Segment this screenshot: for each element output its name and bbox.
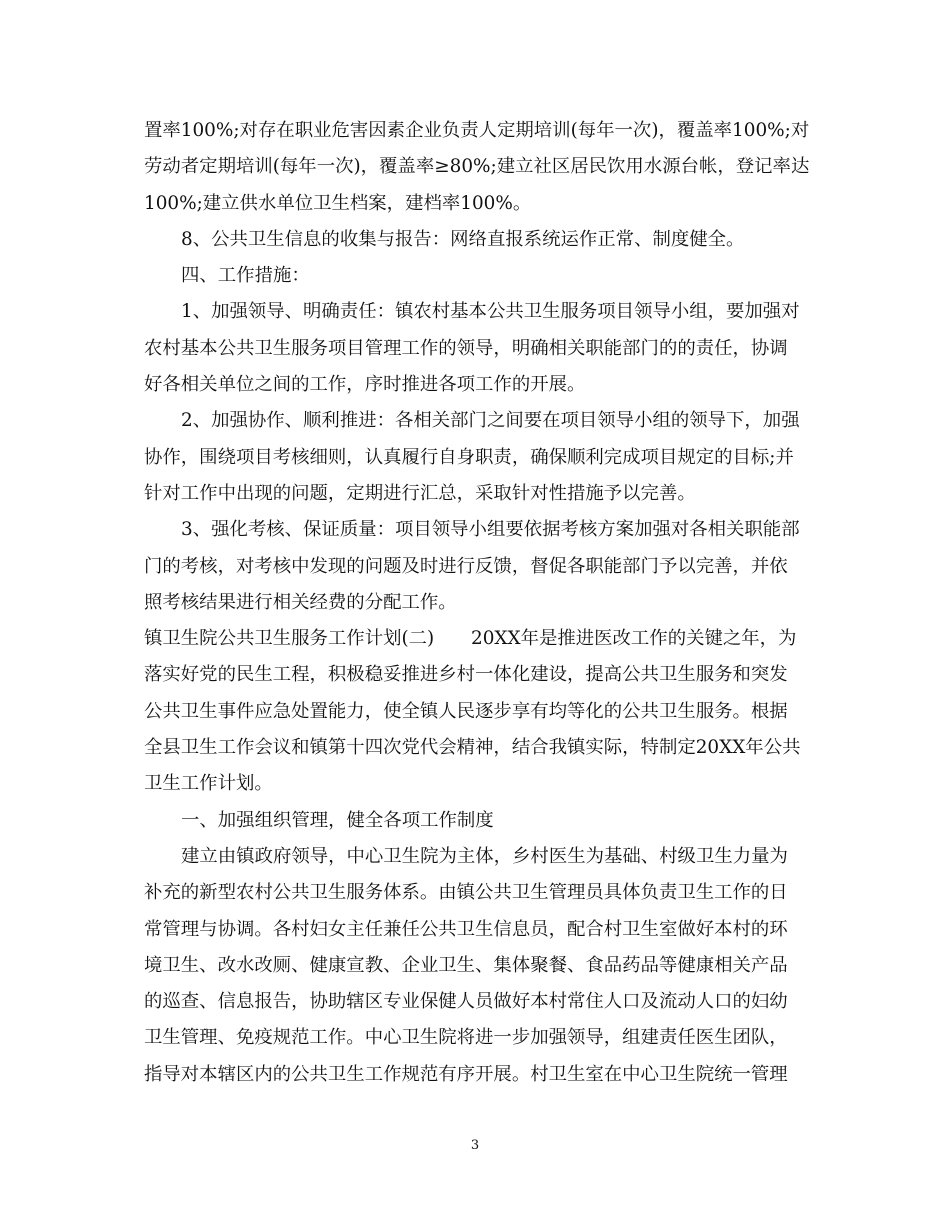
section-heading: 四、工作措施：	[181, 265, 310, 287]
paragraph-start: 2、加强协作、顺利推进：各相关部门之间要在项目领导小组的领导下，加强	[181, 410, 800, 432]
paragraph-start: 8、公共卫生信息的收集与报告：网络直报系统运作正常、制度健全。	[181, 228, 745, 250]
text-line: 常管理与协调。各村妇女主任兼任公共卫生信息员，配合村卫生室做好本村的环	[144, 918, 788, 940]
text-line: 置率100%;对存在职业危害因素企业负责人定期培训(每年一次)，覆盖率100%;对	[144, 120, 810, 141]
text-line: 卫生工作计划。	[144, 773, 273, 795]
text-line: 照考核结果进行相关经费的分配工作。	[144, 591, 457, 613]
text-line: 100%;建立供水单位卫生档案，建档率100%。	[144, 192, 532, 214]
text-line: 全县卫生工作会议和镇第十四次党代会精神，结合我镇实际，特制定20XX年公共	[144, 737, 801, 759]
text-line: 指导对本辖区内的公共卫生工作规范有序开展。村卫生室在中心卫生院统一管理	[144, 1063, 788, 1085]
text-line: 好各相关单位之间的工作，序时推进各项工作的开展。	[144, 374, 586, 396]
text-line: 补充的新型农村公共卫生服务体系。由镇公共卫生管理员具体负责卫生工作的日	[144, 882, 788, 904]
text-line: 门的考核，对考核中发现的问题及时进行反馈，督促各职能部门予以完善，并依	[144, 555, 788, 577]
text-line: 农村基本公共卫生服务项目管理工作的领导，明确相关职能部门的的责任，协调	[144, 337, 788, 359]
text-line: 境卫生、改水改厕、健康宣教、企业卫生、集体聚餐、食品药品等健康相关产品	[144, 954, 788, 976]
paragraph-start: 建立由镇政府领导，中心卫生院为主体，乡村医生为基础、村级卫生力量为	[181, 845, 788, 867]
document-body	[144, 113, 810, 1093]
text-line: 公共卫生事件应急处置能力，使全镇人民逐步享有均等化的公共卫生服务。根据	[144, 700, 788, 722]
page-number: 3	[470, 1138, 480, 1153]
section-heading: 一、加强组织管理，健全各项工作制度	[181, 809, 494, 831]
text-line: 协作，围绕项目考核细则，认真履行自身职责，确保顺利完成项目规定的目标;并	[144, 446, 794, 468]
section-title-line: 镇卫生院公共卫生服务工作计划(二) 20XX年是推进医改工作的关键之年，为	[144, 628, 797, 650]
paragraph-start: 3、强化考核、保证质量：项目领导小组要依据考核方案加强对各相关职能部	[181, 519, 800, 541]
text-line: 卫生管理、免疫规范工作。中心卫生院将进一步加强领导，组建责任医生团队，	[144, 1027, 788, 1049]
paragraph-start: 1、加强领导、明确责任：镇农村基本公共卫生服务项目领导小组，要加强对	[181, 301, 800, 323]
text-line: 落实好党的民生工程，积极稳妥推进乡村一体化建设，提高公共卫生服务和突发	[144, 664, 788, 686]
text-line: 针对工作中出现的问题，定期进行汇总，采取针对性措施予以完善。	[144, 482, 696, 504]
text-line: 劳动者定期培训(每年一次)，覆盖率≥80%;建立社区居民饮用水源台帐，登记率达	[144, 156, 810, 178]
text-line: 的巡查、信息报告，协助辖区专业保健人员做好本村常住人口及流动人口的妇幼	[144, 991, 788, 1013]
